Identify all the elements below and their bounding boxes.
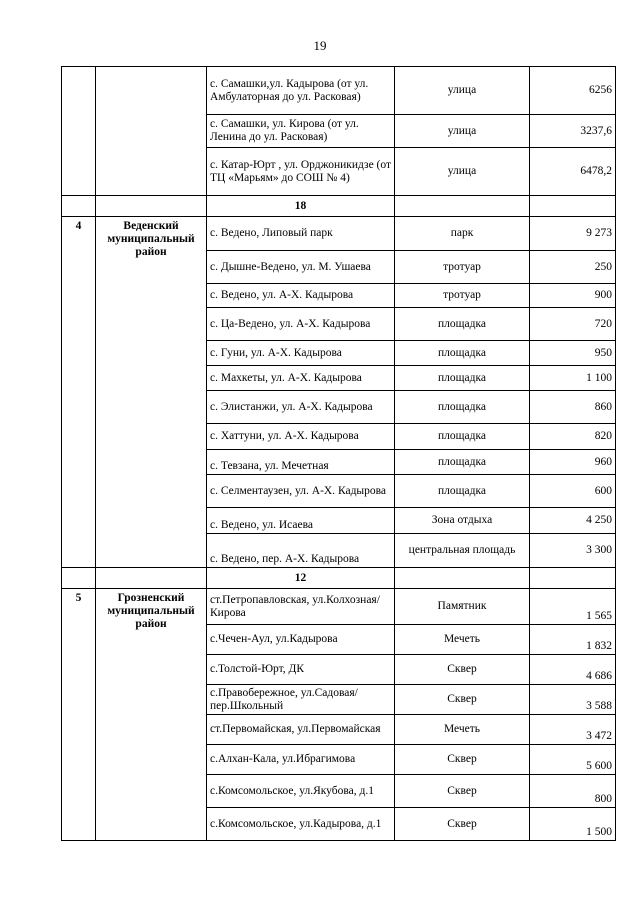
area-cell: 250	[530, 251, 616, 284]
table-row	[62, 217, 616, 251]
type-cell: Мечеть	[395, 715, 530, 745]
location-cell: с. Хаттуни, ул. А-Х. Кадырова	[207, 424, 395, 450]
location-cell: с. Селментаузен, ул. А-Х. Кадырова	[207, 475, 395, 508]
type-cell: площадка	[395, 391, 530, 424]
area-cell: 3237,6	[530, 115, 616, 148]
area-cell: 5 600	[530, 745, 616, 775]
area-cell: 3 472	[530, 715, 616, 745]
area-cell: 1 565	[530, 589, 616, 625]
area-cell: 1 100	[530, 366, 616, 391]
type-cell: улица	[395, 67, 530, 115]
area-cell: 3 588	[530, 685, 616, 715]
type-cell: улица	[395, 148, 530, 196]
area-cell: 900	[530, 284, 616, 308]
location-cell: с. Ведено, ул. Исаева	[207, 508, 395, 534]
area-cell: 1 500	[530, 808, 616, 841]
type-cell: площадка	[395, 341, 530, 366]
district-name: Веденский муниципальный район	[96, 217, 207, 568]
location-cell: с. Катар-Юрт , ул. Орджоникидзе (от ТЦ «Марьям» до СОШ № 4)	[207, 148, 395, 196]
total-row	[62, 196, 616, 217]
type-cell: Сквер	[395, 775, 530, 808]
area-cell: 6478,2	[530, 148, 616, 196]
location-cell: с. Махкеты, ул. А-Х. Кадырова	[207, 366, 395, 391]
area-cell: 4 686	[530, 655, 616, 685]
area-cell: 820	[530, 424, 616, 450]
location-cell: с. Тевзана, ул. Мечетная	[207, 450, 395, 475]
location-cell: с.Алхан-Кала, ул.Ибрагимова	[207, 745, 395, 775]
location-cell: с. Ведено, ул. А-Х. Кадырова	[207, 284, 395, 308]
type-cell: Мечеть	[395, 625, 530, 655]
page-number: 19	[313, 38, 327, 53]
total-count: 12	[207, 568, 395, 589]
type-cell: площадка	[395, 366, 530, 391]
total-row	[62, 568, 616, 589]
location-cell: ст.Петропавловская, ул.Колхозная/Кирова	[207, 589, 395, 625]
location-cell: с.Толстой-Юрт, ДК	[207, 655, 395, 685]
index-cell-empty	[62, 67, 96, 196]
total-count: 18	[207, 196, 395, 217]
area-cell: 960	[530, 450, 616, 475]
type-cell: площадка	[395, 308, 530, 341]
section-index: 5	[62, 589, 96, 841]
type-cell: парк	[395, 217, 530, 251]
type-cell: улица	[395, 115, 530, 148]
district-name: Грозненский муниципальный район	[96, 589, 207, 841]
type-cell: тротуар	[395, 284, 530, 308]
table-row	[62, 67, 616, 115]
location-cell: с. Самашки, ул. Кирова (от ул. Ленина до ул. Расковая)	[207, 115, 395, 148]
type-cell: центральная площадь	[395, 534, 530, 568]
area-cell: 4 250	[530, 508, 616, 534]
type-cell: площадка	[395, 450, 530, 475]
district-cell-empty	[96, 67, 207, 196]
location-cell: с. Самашки,ул. Кадырова (от ул. Амбулаторная до ул. Расковая)	[207, 67, 395, 115]
section-index: 4	[62, 217, 96, 568]
table-row	[62, 589, 616, 625]
location-cell: с.Чечен-Аул, ул.Кадырова	[207, 625, 395, 655]
type-cell: Сквер	[395, 745, 530, 775]
location-cell: с.Комсомольское, ул.Якубова, д.1	[207, 775, 395, 808]
type-cell: Сквер	[395, 655, 530, 685]
location-cell: ст.Первомайская, ул.Первомайская	[207, 715, 395, 745]
area-cell: 860	[530, 391, 616, 424]
location-cell: с. Ца-Ведено, ул. А-Х. Кадырова	[207, 308, 395, 341]
location-cell: с. Ведено, пер. А-Х. Кадырова	[207, 534, 395, 568]
location-cell: с.Комсомольское, ул.Кадырова, д.1	[207, 808, 395, 841]
area-cell: 3 300	[530, 534, 616, 568]
type-cell: тротуар	[395, 251, 530, 284]
area-cell: 720	[530, 308, 616, 341]
area-cell: 1 832	[530, 625, 616, 655]
area-cell: 9 273	[530, 217, 616, 251]
type-cell: площадка	[395, 475, 530, 508]
location-cell: с. Дышне-Ведено, ул. М. Ушаева	[207, 251, 395, 284]
location-cell: с. Элистанжи, ул. А-Х. Кадырова	[207, 391, 395, 424]
location-cell: с.Правобережное, ул.Садовая/ пер.Школьный	[207, 685, 395, 715]
area-cell: 800	[530, 775, 616, 808]
area-cell: 600	[530, 475, 616, 508]
type-cell: Сквер	[395, 808, 530, 841]
location-cell: с. Гуни, ул. А-Х. Кадырова	[207, 341, 395, 366]
location-cell: с. Ведено, Липовый парк	[207, 217, 395, 251]
objects-table	[61, 66, 616, 841]
type-cell: Зона отдыха	[395, 508, 530, 534]
area-cell: 950	[530, 341, 616, 366]
type-cell: площадка	[395, 424, 530, 450]
area-cell: 6256	[530, 67, 616, 115]
type-cell: Сквер	[395, 685, 530, 715]
type-cell: Памятник	[395, 589, 530, 625]
